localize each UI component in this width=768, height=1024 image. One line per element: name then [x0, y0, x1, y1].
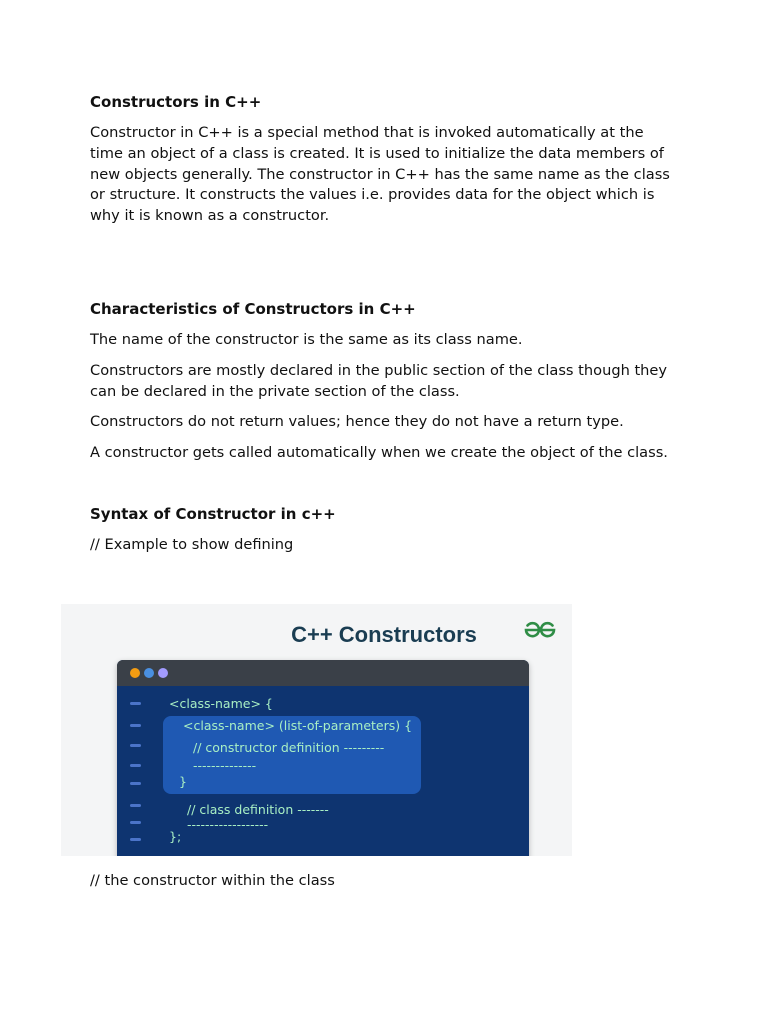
line-gutter-mark — [130, 782, 141, 785]
code-line: } — [179, 774, 187, 789]
section-heading-constructors: Constructors in C++ — [90, 93, 262, 111]
line-gutter-mark — [130, 804, 141, 807]
spacer — [90, 237, 680, 299]
section-heading-syntax: Syntax of Constructor in c++ — [90, 504, 336, 523]
window-dot-blue-icon — [144, 668, 154, 678]
line-gutter-mark — [130, 702, 141, 705]
section-heading-characteristics: Characteristics of Constructors in C++ — [90, 299, 416, 318]
intro-paragraph: Constructor in C++ is a special method that is invoked automatically at the time an object of a class is created. It is used to initialize the data members of new objects generally. The constructor in C++ has the same name as the class or structure. It constructs the values i.e. provides data for the object which is why it is known as a constructor. — [90, 124, 670, 225]
code-editor-window — [117, 660, 529, 856]
code-line: <class-name> (list-of-parameters) { — [183, 718, 413, 733]
code-comment-defining: // Example to show defining — [90, 535, 294, 553]
characteristic-item: A constructor gets called automatically when we create the object of the class. — [90, 444, 668, 462]
document-body — [90, 92, 680, 566]
characteristic-item: Constructors are mostly declared in the public section of the class though they can be declared in the private section of the class. — [90, 361, 668, 400]
spacer — [90, 474, 680, 504]
window-dot-orange-icon — [130, 668, 140, 678]
characteristic-item: The name of the constructor is the same as its class name. — [90, 330, 523, 348]
window-dot-lilac-icon — [158, 668, 168, 678]
line-gutter-mark — [130, 821, 141, 824]
characteristic-item: Constructors do not return values; hence they do not have a return type. — [90, 413, 624, 431]
code-line: <class-name> { — [169, 696, 273, 711]
editor-titlebar — [117, 660, 529, 686]
code-line: // class definition ------- — [187, 802, 329, 817]
figure-title: C++ Constructors — [291, 622, 477, 647]
gfg-logo-icon — [523, 618, 557, 642]
line-gutter-mark — [130, 764, 141, 767]
code-line: -------------- — [193, 758, 257, 773]
code-line: }; — [169, 829, 182, 844]
line-gutter-mark — [130, 838, 141, 841]
constructor-syntax-figure — [61, 604, 572, 856]
line-gutter-mark — [130, 744, 141, 747]
line-gutter-mark — [130, 724, 141, 727]
code-comment-within-class: // the constructor within the class — [90, 872, 335, 889]
code-line: // constructor definition --------- — [193, 740, 385, 755]
code-line: ------------------ — [187, 817, 269, 832]
